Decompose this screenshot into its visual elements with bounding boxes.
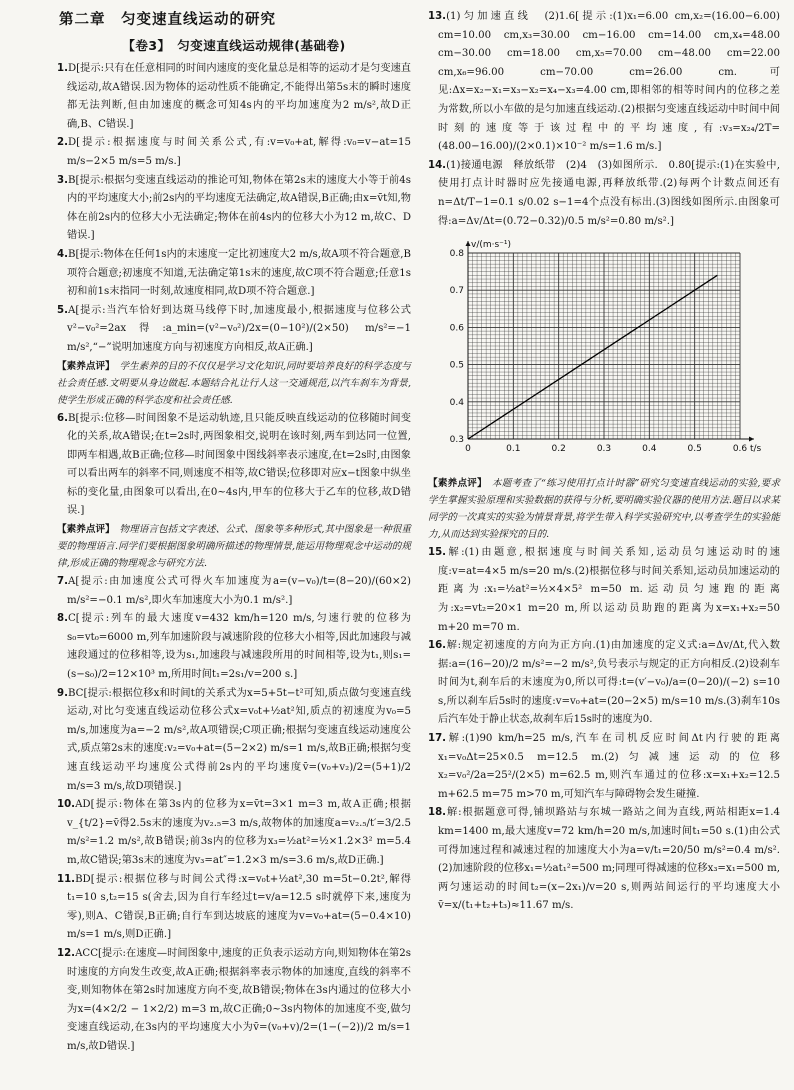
answer-item: [57, 796, 411, 870]
answer-item: [57, 945, 411, 1057]
item-text: D[提示:根据速度与时间关系公式,有:v=v₀+at,解得:v₀=v−at=15 m/s−2×5 m/s=5 m/s.]: [67, 137, 411, 167]
answer-item: [428, 804, 780, 916]
item-text: 解:根据题意可得,铺坝路站与东城一路站之间为直线,两站相距x=1.4 km=1400 m,最大速度v=72 km/h=20 m/s,加速时间t₁=50 s.(1)由公式可得加速过程和减速过程的加速度大小为a=v/t₁=20/50 m/s²=0.4 m/s².(2)加速阶段的位移x₁=½at₁²=500 m;同理可得减速的位移x₃=x₁=500 m,两匀速运动的时间t₂=(x−2x₁)/v=20 s,则两站间运行的平均速度大小v̄=x/(t₁+t₂+t₃)≈11.67 m/s.: [438, 807, 780, 912]
answer-item: [57, 685, 411, 797]
item-number: 12.: [57, 947, 76, 959]
item-number: 18.: [428, 807, 447, 819]
item-number: 9.: [57, 687, 68, 699]
item-text: (1)接通电源 释放纸带 (2)4 (3)如图所示. 0.80[提示:(1)在实验中,使用打点计时器时应先接通电源,再释放纸带.(2)每两个计数点间还有n=Δt/T−1=0.1 s/0.02 s−1=4个点没有标出.(3)图线如图所示.由图象可得:a=Δv/Δt=(0.72−0.32)/0.5 m/s²=0.80 m/s².]: [438, 159, 780, 227]
literacy-note: [57, 358, 411, 409]
item-text: D[提示:只有在任意相同的时间内速度的变化量总是相等的运动才是匀变速直线运动,故A错误.因为物体的运动性质不能确定,不能得出第5s末的瞬时速度都无法判断,但由加速度的概念可知4s内的平均加速度为2 m/s²,故D正确,B、C错误.]: [67, 63, 411, 130]
item-text: BC[提示:根据位移x和时间t的关系式为x=5+5t−t²可知,质点做匀变速直线运动,对比匀变速直线运动位移公式x=v₀t+½at²知,质点的初速度为v₀=5 m/s,加速度为a=−2 m/s²,故A项错误;C项正确;根据匀变速直线运动速度公式,质点第2s末的速度:v₂=v₀+at=(5−2×2) m/s=1 m/s,故B正确;根据匀变速直线运动平均速度公式得前2s内的平均速度v̄=(v₀+v₂)/2=(5+1)/2 m/s=3 m/s,故D项错误.]: [67, 687, 411, 792]
item-text: A[提示:由加速度公式可得火车加速度为a=(v−v₀)/t=(8−20)/(60×2) m/s²=−0.1 m/s²,即火车加速度大小为0.1 m/s².]: [67, 576, 411, 606]
item-text: (1)匀加速直线 (2)1.6[提示:(1)x₁=6.00 cm,x₂=(16.00−6.00) cm=10.00 cm,x₃=30.00 cm−16.00 cm=14.00 cm,x₄=48.00 cm−30.00 cm=18.00 cm,x₅=70.00 cm−48.00 cm=22.00 cm,x₆=96.00 cm−70.00 cm=26.00 cm.可见:Δx=x₂−x₁=x₃−x₂=x₄−x₃=4.00 cm,即相邻的相等时间内的位移之差为常数,所以小车做的是匀加速直线运动.(2)根据匀变速直线运动中时间中间时刻的速度等于该过程中的平均速度,有:v₃=x₂₄/2T=(48.00−16.00)/(2×0.1)×10⁻² m/s=1.6 m/s.]: [438, 11, 780, 153]
note-text: 本题考查了“练习使用打点计时器”研究匀变速直线运动的实验,要求学生掌握实验原理和实验数据的获得与分析,要明确实验仪器的使用方法.题目以求某同学的一次真实的实验为情景背景,将学生带入科学实验研究中,以考查学生的实验能力,从而达到实验探究的目的.: [428, 478, 781, 541]
chart-grid: [468, 253, 740, 439]
item-text: BD[提示:根据位移与时间公式得:x=v₀t+½at²,30 m=5t−0.2t²,解得t₁=10 s,t₂=15 s(舍去,因为自行车经过t=v/a=12.5 s时就停下来,速度为零),则A、C错误,B正确;自行车到达坡底的速度为v=v₀+at=(5−0.4×10) m/s=1 m/s,则D正确.]: [67, 873, 411, 941]
y-tick-label: 0.5: [449, 360, 464, 371]
answer-item: [57, 60, 411, 134]
x-tick-label: 0.6: [732, 444, 748, 455]
answer-item: [428, 637, 780, 730]
y-tick-label: 0.6: [449, 323, 464, 334]
item-number: 7.: [57, 576, 68, 588]
item-number: 5.: [57, 304, 68, 316]
item-text: A[提示:当汽车恰好到达斑马线停下时,加速度最小,根据速度与位移公式v²−v₀²=2ax得:a_min=(v²−v₀²)/2x=(0−10²)/(2×50) m/s²=−1 m/s²,“−”说明加速度方向与初速度方向相反,故A正确.]: [67, 304, 411, 353]
x-tick-label: 0: [465, 444, 471, 455]
item-number: 14.: [428, 159, 447, 171]
left-item-list: [57, 60, 411, 1057]
item-number: 8.: [57, 613, 68, 625]
item-text: 解:(1)90 km/h=25 m/s,汽车在司机反应时间Δt内行驶的距离x₁=v₀Δt=25×0.5 m=12.5 m.(2)匀减速运动的位移x₂=v₀²/2a=25²/(2×5) m=62.5 m,则汽车通过的位移:x=x₁+x₂=12.5 m+62.5 m=75 m>70 m,可知汽车与障碍物会发生碰撞.: [438, 733, 780, 800]
item-number: 4.: [57, 248, 68, 260]
item-number: 3.: [57, 174, 68, 186]
x-tick-label: 0.3: [596, 444, 612, 455]
literacy-note: [57, 521, 411, 572]
answer-item: [428, 8, 780, 157]
item-number: 17.: [428, 733, 447, 745]
item-text: AD[提示:物体在第3s内的位移为x=v̄t=3×1 m=3 m,故A正确;根据v_{t/2}=v̄得2.5s末的速度为v₂.₅=3 m/s,故物体的加速度a=v₂.₅/t′=3/2.5 m/s²=1.2 m/s²,故B错误;前3s内的位移为x₃=½at²=½×1.2×3² m=5.4 m,故C错误;第3s末的速度为v₃=at″=1.2×3 m/s=3.6 m/s,故D正确.]: [67, 799, 411, 866]
item-text: B[提示:物体在任何1s内的末速度一定比初速度大2 m/s,故A项不符合题意,B项符合题意;初速度不知道,无法确定第1s末的速度,故C项不符合题意;任意1s初和前1s末指同一时刻,故速度相同,故D项不符合题意.]: [67, 248, 411, 298]
answer-item: [57, 246, 411, 302]
item-text: 解:(1)由题意,根据速度与时间关系知,运动员匀速运动时的速度:v=at=4×5 m/s=20 m/s.(2)根据位移与时间关系知,运动员加速运动的距离为:x₁=½at²=½×4×5² m=50 m.运动员匀速跑的距离为:x₂=vt₂=20×1 m=20 m,所以运动员助跑的距离为x=x₁+x₂=50 m+20 m=70 m.: [438, 547, 780, 633]
answer-item: [57, 573, 411, 610]
answer-item: [428, 544, 780, 637]
x-tick-label: 0.5: [687, 444, 702, 455]
item-text: 解:规定初速度的方向为正方向.(1)由加速度的定义式:a=Δv/Δt,代入数据:a=(16−20)/2 m/s²=−2 m/s²,负号表示与规定的正方向相反.(2)设刹车时间为t,刹车后的末速度为0,所以可得:t=(v′−v₀)/a=(0−20)/(−2) s=10 s,所以刹车后5s时的速度:v=v₀+at=(20−2×5) m/s=10 m/s.(3)刹车10s后汽车处于静止状态,故刹车后15s时的速度为0.: [438, 640, 780, 726]
literacy-note: [428, 475, 780, 543]
y-tick-label: 0.8: [449, 249, 464, 260]
velocity-time-graph: [434, 233, 764, 471]
answer-item: [57, 610, 411, 684]
chapter-title: 第二章 匀变速直线运动的研究: [59, 12, 276, 28]
item-number: 16.: [428, 640, 447, 652]
answer-item: [428, 730, 780, 804]
note-tag: 【素养点评】: [428, 478, 483, 490]
x-axis-label: t/s: [750, 444, 762, 455]
y-tick-label: 0.7: [449, 286, 464, 297]
item-number: 15.: [428, 547, 447, 559]
answer-item: [57, 410, 411, 522]
y-tick-label: 0.4: [449, 397, 464, 408]
answer-item: [57, 172, 411, 246]
right-item-list: [428, 8, 780, 916]
note-text: 物理语言包括文字表述、公式、图象等多种形式,其中图象是一种很重要的物理语言.同学们要根据图象明确所描述的物理情景,能运用物理观念中运动的规律,形成正确的物理观念与研究方法.: [57, 524, 411, 570]
section-title: 【卷3】 匀变速直线运动规律(基础卷): [122, 38, 346, 53]
item-number: 13.: [428, 11, 447, 22]
x-tick-label: 0.1: [506, 444, 521, 455]
x-tick-label: 0.2: [551, 444, 566, 455]
note-tag: 【素养点评】: [57, 360, 110, 372]
item-text: B[提示:根据匀变速直线运动的推论可知,物体在第2s末的速度大小等于前4s内的平均速度大小;前2s内的平均速度无法确定,故A错误,B正确;由x=v̄t知,物体在前2s内的位移大小无法确定;物体在前4s内的位移大小为12 m,故C、D错误.]: [67, 174, 411, 242]
y-tick-label: 0.3: [449, 435, 464, 446]
y-axis-label: v/(m·s⁻¹): [471, 240, 512, 251]
x-tick-label: 0.4: [642, 444, 657, 455]
item-number: 1.: [57, 63, 68, 74]
answer-item: [428, 157, 780, 231]
item-number: 11.: [57, 873, 76, 885]
item-text: C[提示:列车的最大速度v=432 km/h=120 m/s,匀速行驶的位移为s₀=vt₀=6000 m,列车加速阶段与减速阶段的位移大小相等,因此加速段与减速段通过的位移相等,设为s₁,加速段与减速段所用的时间相等,设为t₁,则s₁=(s−s₀)/2=12×10³ m,所用时间t₁=2s₁/v=200 s.]: [67, 613, 411, 681]
item-number: 10.: [57, 799, 76, 811]
answer-item: [57, 302, 411, 358]
item-number: 2.: [57, 137, 68, 149]
item-text: B[提示:位移—时间图象不是运动轨迹,且只能反映直线运动的位移随时间变化的关系,故A错误;在t=2s时,两图象相交,说明在该时刻,两车到达同一位置,即两车相遇,故B正确;位移—时间图象中图线斜率表示速度,在t=2s时,由图象可以看出两车的斜率不同,则速度不相等,故C错误;位移即对应x−t图象中纵坐标的变化量,由图象可以看出,在0~4s内,甲车的位移大于乙车的位移,故D错误.]: [67, 412, 411, 517]
item-number: 6.: [57, 412, 68, 424]
note-text: 学生素养的目的不仅仅是学习文化知识,同时要培养良好的科学态度与社会责任感.文明要从身边做起.本题结合礼让行人这一交通规范,以汽车刹车为背景,使学生形成正确的科学态度和社会责任感.: [57, 360, 411, 406]
right-column: [428, 8, 780, 916]
left-column: [57, 8, 411, 1057]
answer-item: [57, 134, 411, 171]
y-axis-arrow: [466, 241, 471, 246]
note-tag: 【素养点评】: [57, 524, 110, 536]
answer-item: [57, 871, 411, 945]
x-axis-arrow: [749, 437, 754, 442]
item-text: ACC[提示:在速度—时间图象中,速度的正负表示运动方向,则知物体在第2s时速度的方向发生改变,故A正确;根据斜率表示物体的加速度,直线的斜率不变,则知物体在第2s时加速度方向不变,故B错误;物体在3s内通过的位移大小为x=(4×2/2 − 1×2/2) m=3 m,故C正确;0~3s内物体的加速度不变,做匀变速直线运动,在3s内的平均速度大小为v̄=(v₀+v)/2=(1−(−2))/2 m/s=1 m/s,故D错误.]: [67, 947, 411, 1052]
